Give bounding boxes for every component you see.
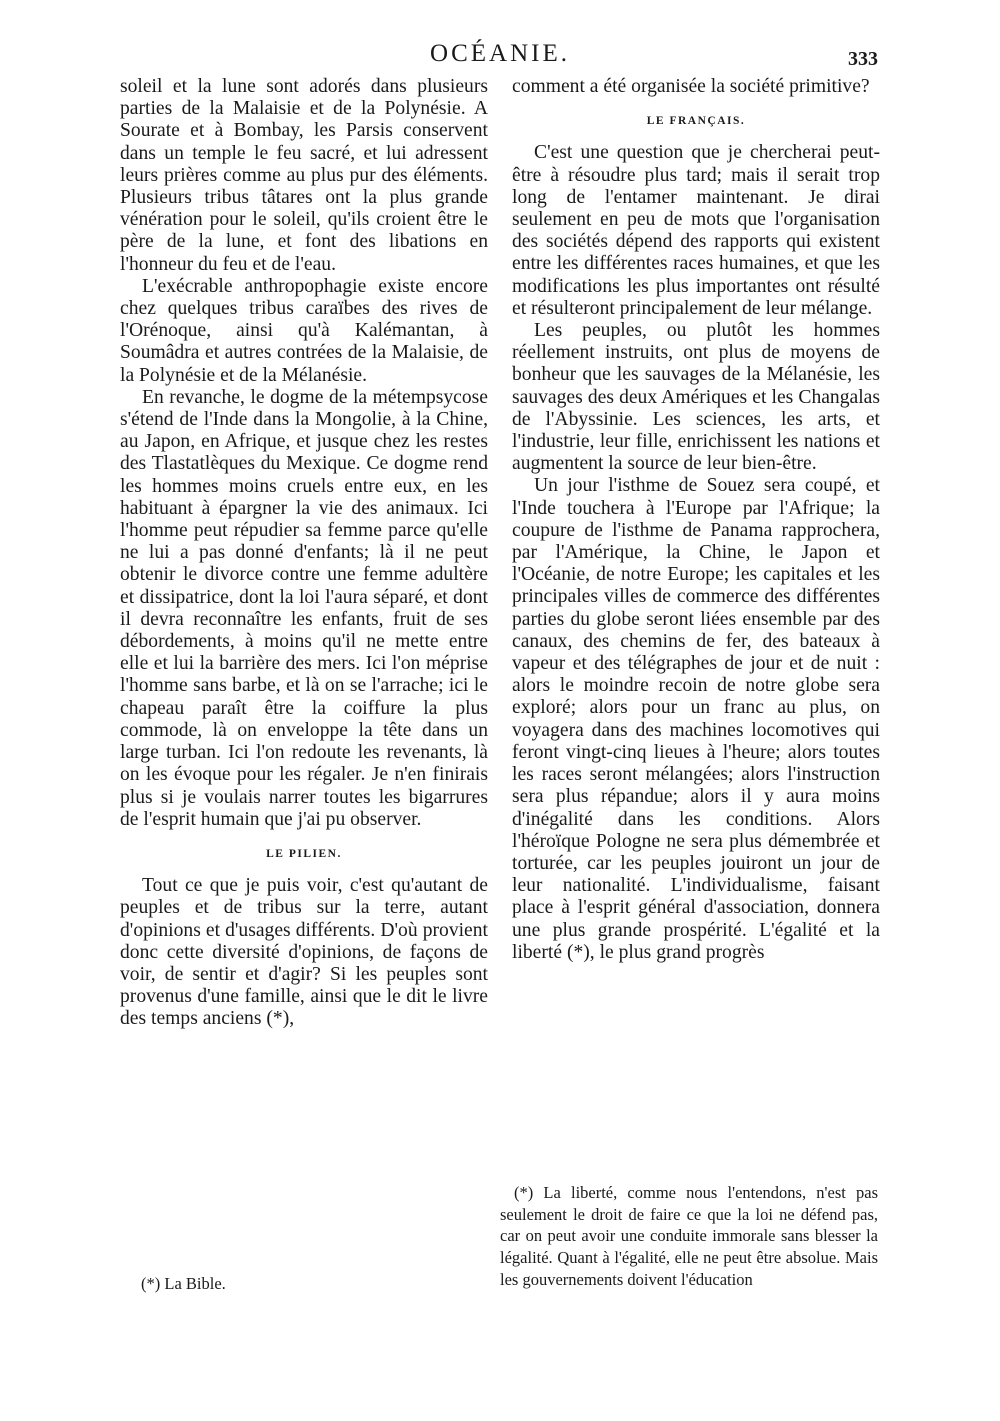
paragraph: Les peuples, ou plutôt les hommes réellement instruits, ont plus de moyens de bonheur que les sauvages de la Mélanésie, les sauvages des deux Amériques et les Changalas de l'Abyssinie. Les sciences, les arts, et l'industrie, leur fille, enrichissent les nations et augmentent la source de leur bien-être. [512,320,880,475]
paragraph: En revanche, le dogme de la métempsycose s'étend de l'Inde dans la Mongolie, à la Chine, au Japon, en Afrique, et jusque chez les restes des Tlastatlèques du Mexique. Ce dogme rend les hommes moins cruels entre eux, en les habituant à épargner la vie des animaux. Ici l'homme peut répudier sa femme parce qu'elle ne lui a pas donné d'enfants; là il ne peut obtenir le divorce contre une femme adultère et dissipatrice, dont la loi l'aura séparé, et dont il devra reconnaître les enfants, fruit de ses débordements, à moins qu'il ne mette entre elle et lui la barrière des mers. Ici l'on méprise l'homme sans barbe, et là on se l'arrache; ici le chapeau paraît être la coiffure la plus commode, là on enveloppe la tête dans un large turban. Ici l'on redoute les revenants, là on les évoque pour les régaler. Je n'en finirais plus si je voulais narrer toutes les bigarrures de l'esprit humain que j'ai pu observer. [120,386,488,830]
paragraph: Tout ce que je puis voir, c'est qu'autant de peuples et de tribus sur la terre, autant d'opinions et d'usages différents. D'où provient donc cette diversité d'opinions, de façons de voir, de sentir et d'agir? Si les peuples sont provenus d'une famille, ainsi que le dit le livre des temps anciens (*), [120,875,488,1030]
footnote-right [500,1182,878,1291]
running-title: OCÉANIE. [430,40,570,67]
paragraph: soleil et la lune sont adorés dans plusieurs parties de la Malaisie et de la Polynésie. A Sourate et à Bombay, les Parsis conservent dans un temple le feu sacré, et lui adressent leurs prières comme au plus pur des éléments. Plusieurs tribus tâtares ont la plus grande vénération pour le soleil, qu'ils croient être le père de la lune, et font des libations en l'honneur du feu et de l'eau. [120,76,488,275]
paragraph: C'est une question que je chercherai peut-être à résoudre plus tard; mais il serait trop long de l'entamer maintenant. Je dirai seulement en peu de mots que l'organisation des sociétés dépend des rapports qui existent entre les différentes races humaines, et que les modifications les plus importantes ont résulté et résulteront principalement de leur mélange. [512,142,880,319]
page-header [0,40,1000,80]
footnote-text: (*) La liberté, comme nous l'entendons, n'est pas seulement le droit de faire ce que la loi ne défend pas, car on peut avoir une conduite immorale sans blesser la légalité. Quant à l'égalité, elle ne peut être absolue. Mais les gouvernements doivent l'éducation [500,1183,878,1289]
footnote-text: (*) La Bible. [141,1274,226,1293]
paragraph: L'exécrable anthropophagie existe encore chez quelques tribus caraïbes des rives de l'Orénoque, ainsi qu'à Kalémantan, à Soumâdra et autres contrées de la Malaisie, de la Polynésie et de la Mélanésie. [120,275,488,386]
right-column [512,76,880,964]
speaker-heading: LE FRANÇAIS. [646,115,746,128]
paragraph: comment a été organisée la société primitive? [512,76,870,97]
page-number: 333 [848,48,878,70]
footnote-left [127,1273,487,1295]
speaker-heading: LE PILIEN. [266,847,342,860]
paragraph: Un jour l'isthme de Souez sera coupé, et l'Inde touchera à l'Europe par l'Afrique; la coupure de l'isthme de Panama rapprochera, par l'Amérique, la Chine, le Japon et l'Océanie, de notre Europe; les capitales et les principales villes de commerce des différentes parties du globe seront liées ensemble par des canaux, des chemins de fer, des bateaux à vapeur et des télégraphes de jour et de nuit : alors le moindre recoin de notre globe sera exploré; alors pour un franc au plus, on voyagera dans des machines locomotives qui feront vingt-cinq lieues à l'heure; alors toutes les races seront mélangées; alors l'instruction sera plus répandue; alors il y aura moins d'inégalité dans les conditions. Alors l'héroïque Pologne ne sera plus démembrée et torturée, car les peuples jouiront un jour de leur nationalité. L'individualisme, faisant place à l'esprit général d'association, donnera une plus grande prospérité. L'égalité et la liberté (*), le plus grand progrès [512,475,880,963]
left-column [120,76,488,1031]
